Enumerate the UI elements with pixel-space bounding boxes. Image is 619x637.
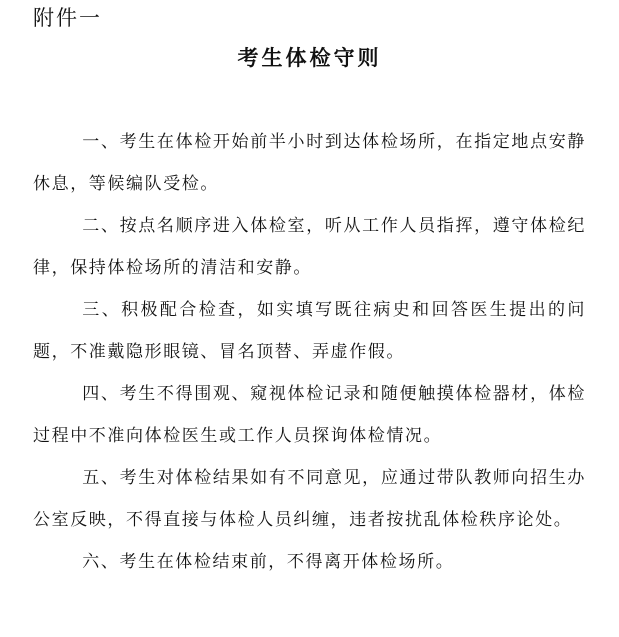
rules-list <box>33 121 586 583</box>
rule-item-3: 三、积极配合检查，如实填写既往病史和回答医生提出的问题，不准戴隐形眼镜、冒名顶替、弄虚作假。 <box>33 300 586 362</box>
rule-item-6: 六、考生在体检结束前，不得离开体检场所。 <box>82 552 455 572</box>
rule-item-4: 四、考生不得围观、窥视体检记录和随便触摸体检器材，体检过程中不准向体检医生或工作人员探询体检情况。 <box>33 384 586 446</box>
rule-item-2: 二、按点名顺序进入体检室，听从工作人员指挥，遵守体检纪律，保持体检场所的清洁和安静。 <box>33 216 586 278</box>
rule-item-1: 一、考生在体检开始前半小时到达体检场所，在指定地点安静休息，等候编队受检。 <box>33 132 586 194</box>
rule-item-5: 五、考生对体检结果如有不同意见，应通过带队教师向招生办公室反映，不得直接与体检人员纠缠，违者按扰乱体检秩序论处。 <box>33 468 586 530</box>
document-title: 考生体检守则 <box>237 46 382 70</box>
attachment-label: 附件一 <box>33 6 102 30</box>
